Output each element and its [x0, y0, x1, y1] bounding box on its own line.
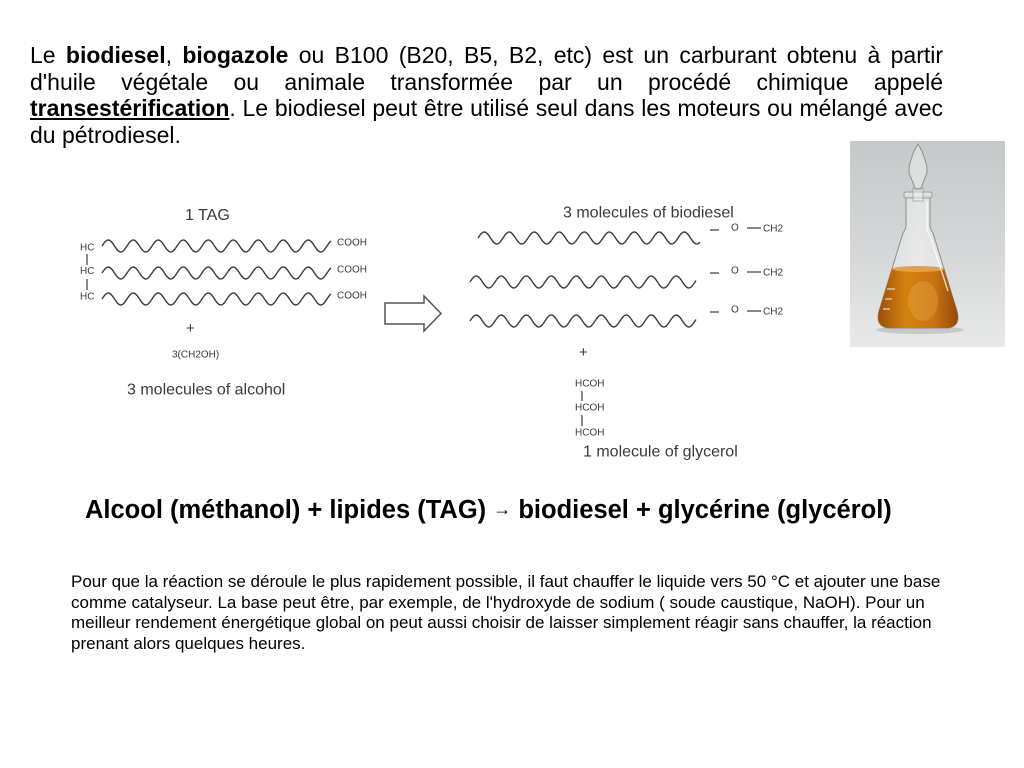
biodiesel-chain [470, 276, 696, 288]
liquid-surface [892, 266, 944, 272]
term-biodiesel: biodiesel [65, 42, 166, 68]
plus-sign: + [579, 344, 588, 361]
glycerol-hcoh: HCOH [575, 427, 605, 439]
equation-reactants: Alcool (méthanol) + lipides (TAG) [85, 496, 487, 524]
ester-ch2: CH2 [763, 223, 784, 235]
intro-tail: . Le biodiesel peut être utilisé seul dans les moteurs ou mélangé avec du pétrodiesel. [30, 95, 943, 148]
term-biogazole: biogazole [182, 42, 289, 68]
reaction-conditions-paragraph: Pour que la réaction se déroule le plus rapidement possible, il faut chauffer le liquide vers 50 °C et ajouter une base comme catalyseur. La base peut être, par exemple, de l'hydroxyde de sodium ( soude caustique, NaOH). Pour un meilleur rendement énergétique global on peut aussi choisir de laisser simplement réagir sans chauffer, la réaction prenant alors quelques heures. [71, 572, 941, 653]
fatty-acid-chain [102, 267, 331, 279]
reaction-arrow-icon [385, 296, 441, 331]
stopper-plug [913, 188, 923, 201]
ester-ch2: CH2 [763, 306, 784, 318]
flask-illustration [850, 141, 1005, 347]
biodiesel-chain [470, 315, 696, 327]
plus-sign: + [186, 320, 195, 337]
glycerol-caption: 1 molecule of glycerol [583, 443, 738, 461]
fatty-acid-chain [102, 293, 331, 305]
glycerol-backbone-hc: HC [80, 266, 95, 277]
intro-paragraph [30, 42, 943, 148]
biodiesel-label: 3 molecules of biodiesel [563, 204, 734, 222]
glycerol-hcoh: HCOH [575, 378, 605, 390]
biodiesel-chain [478, 232, 700, 244]
intro-body: ou B100 (B20, B5, B2, etc) est un carburant obtenu à partir d'huile végétale ou animale transformée par un procédé chimique appelé [30, 42, 944, 95]
tag-label: 1 TAG [185, 207, 230, 224]
intro-lead: Le [30, 42, 66, 68]
intro-separator: , [165, 42, 183, 68]
alcohol-formula: 3(CH2OH) [172, 349, 220, 361]
transesterification-diagram [70, 195, 800, 467]
glycerol-hcoh: HCOH [575, 402, 605, 414]
alcohol-caption: 3 molecules of alcohol [127, 381, 286, 399]
fatty-acid-chain [102, 240, 331, 252]
term-transesterification: transestérification [30, 95, 230, 121]
reaction-equation [85, 495, 892, 527]
biodiesel-flask-photo [850, 141, 1005, 347]
equation-products: biodiesel + glycérine (glycérol) [518, 496, 892, 524]
glycerol-backbone-hc: HC [80, 242, 95, 254]
equation-arrow-icon: → [493, 499, 512, 519]
liquid-highlight [908, 281, 938, 321]
ester-oxygen: O [731, 304, 739, 316]
glycerol-backbone-hc: HC [80, 291, 95, 303]
ester-ch2: CH2 [763, 267, 784, 279]
ester-oxygen: O [731, 265, 739, 277]
ester-oxygen: O [731, 222, 739, 234]
carboxyl-group: COOH [337, 290, 367, 302]
carboxyl-group: COOH [337, 237, 367, 249]
carboxyl-group: COOH [337, 264, 367, 276]
